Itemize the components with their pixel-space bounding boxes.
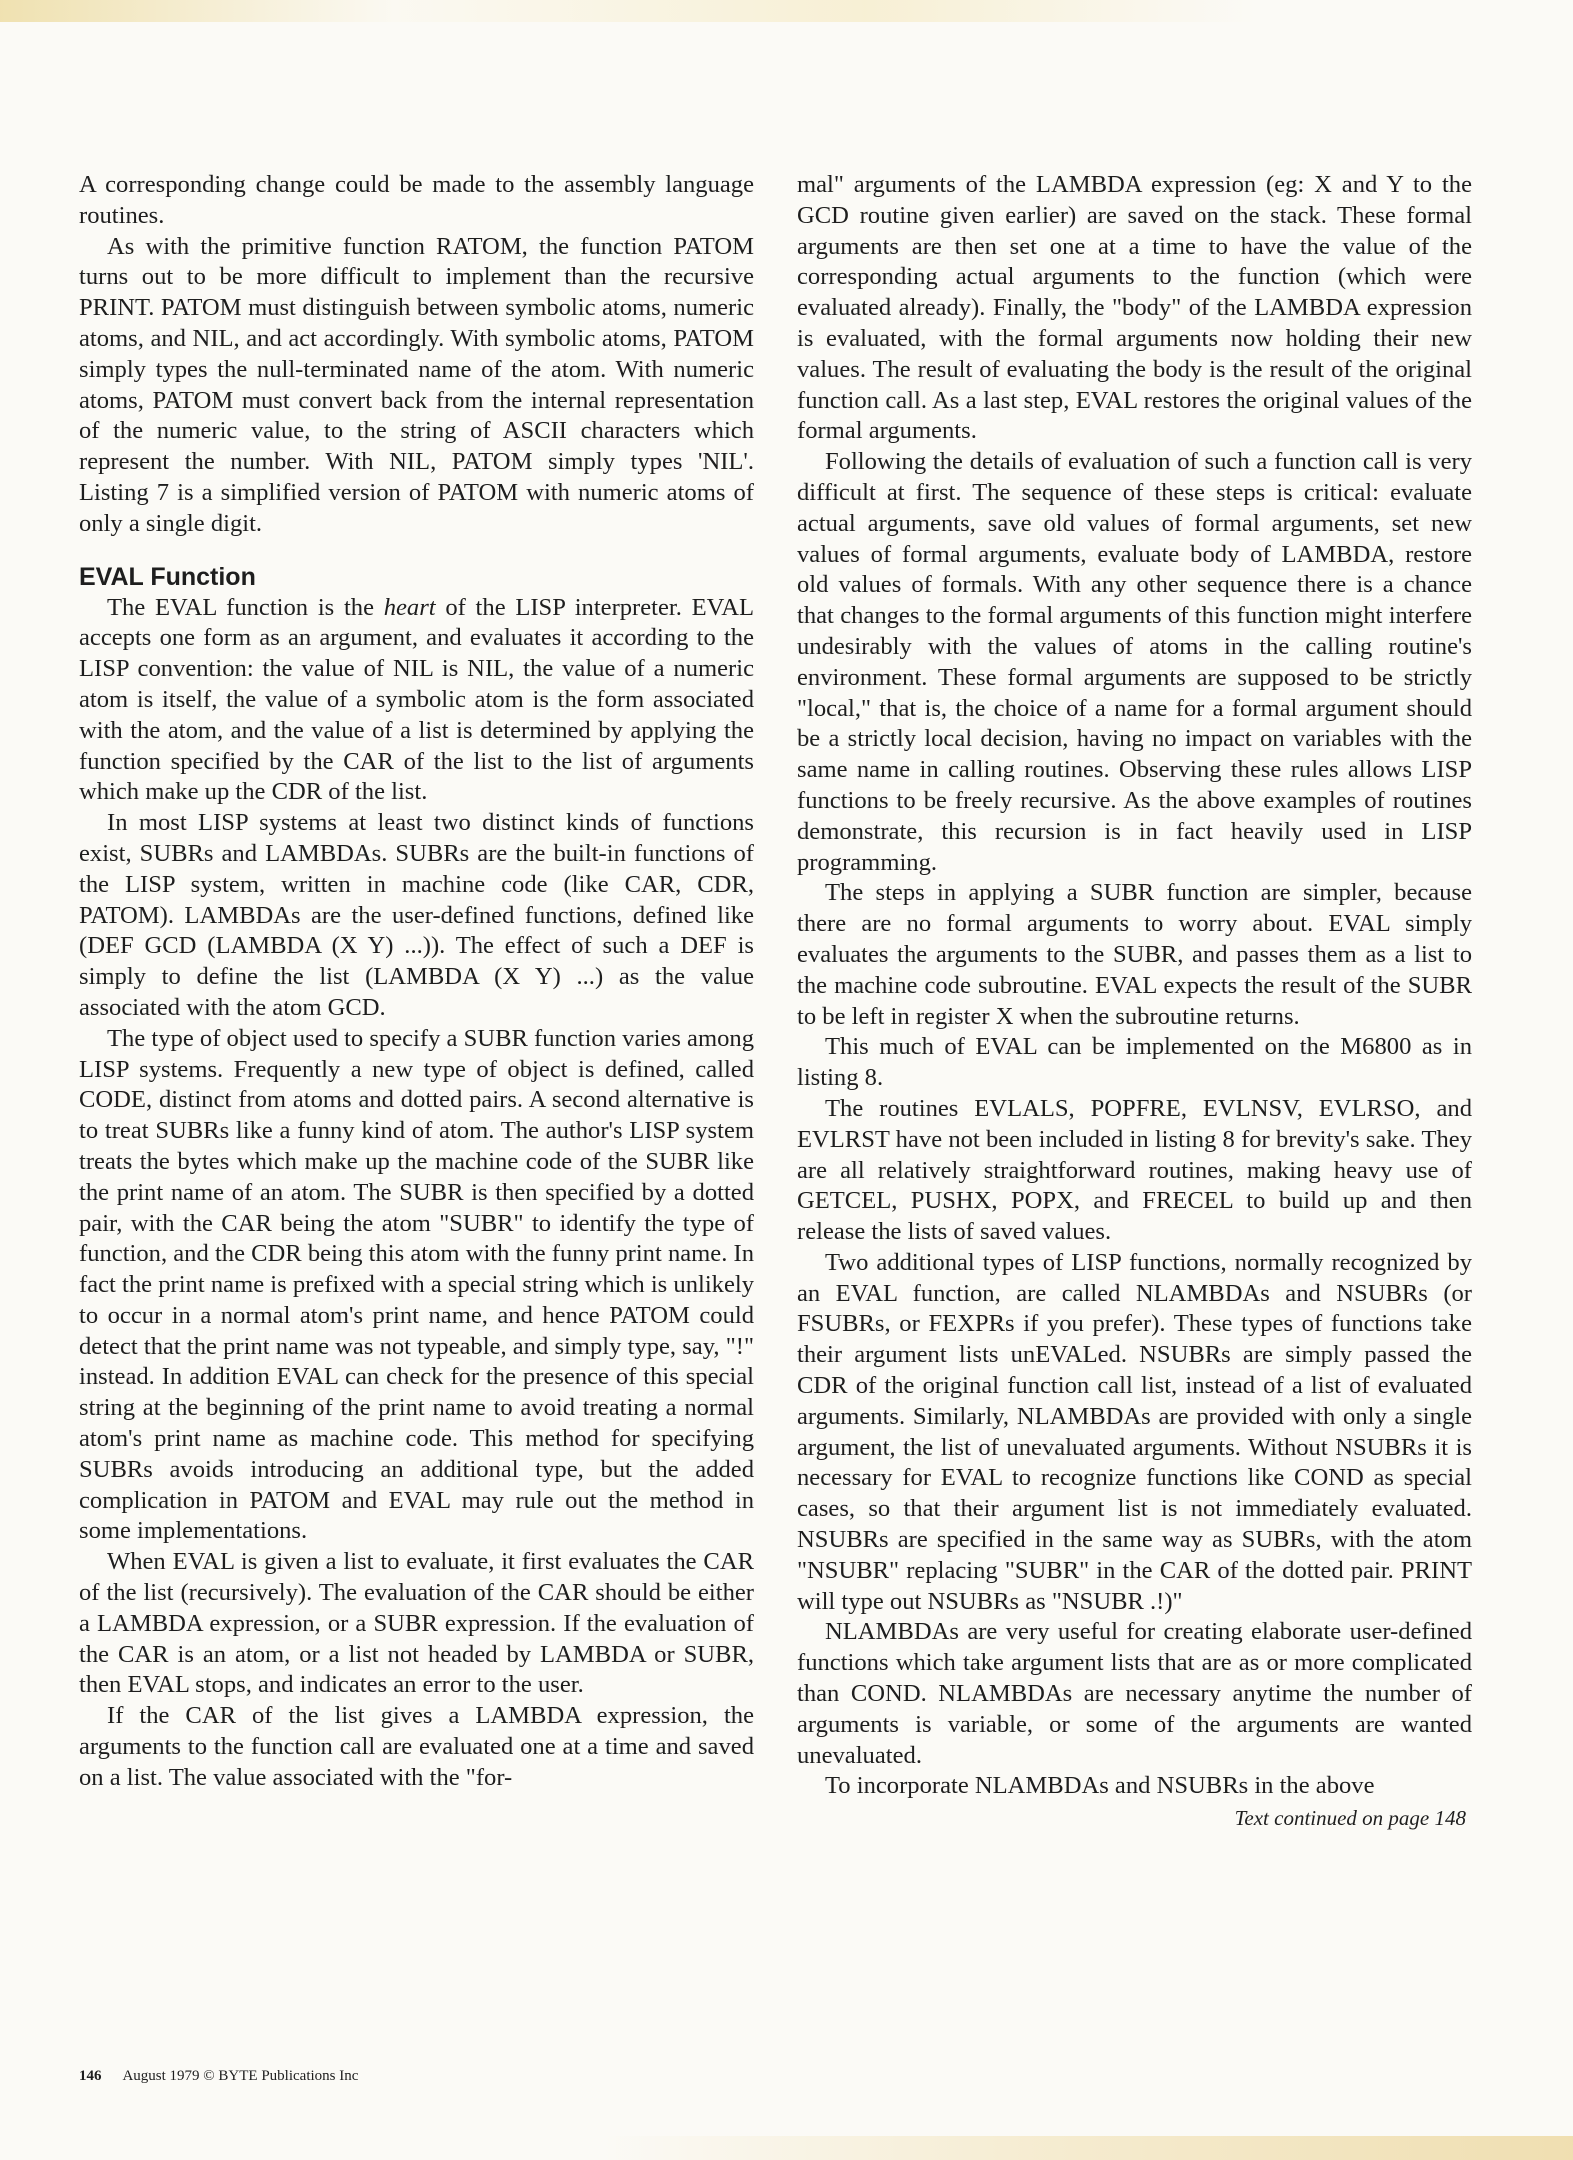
paragraph: The type of object used to specify a SUBR function varies among LISP systems. Frequently a new type of object is defined, called CODE, distinct from atoms and dotted pairs. A second alternative is to treat SUBRs like a funny kind of atom. The author's LISP system treats the bytes which make up the machine code of the SUBR like the print name of an atom. The SUBR is then specified by a dotted pair, with the CAR being the atom "SUBR" to identify the type of function, and the CDR being this atom with the funny print name. In fact the print name is prefixed with a special string which is unlikely to occur in a normal atom's print name, and hence PATOM could detect that the print name was not typeable, and simply type, say, "!" instead. In addition EVAL can check for the presence of this special string at the beginning of the print name to avoid treating a normal atom's print name as machine code. This method for specifying SUBRs avoids introducing an additional type, but the added complication in PATOM and EVAL may rule out the method in some implementations.	[79, 1024, 754, 1545]
right-column	[797, 170, 1472, 1832]
issue-line: August 1979 © BYTE Publications Inc	[122, 2068, 359, 2084]
paragraph: Two additional types of LISP functions, normally recognized by an EVAL function, are called NLAMBDAs and NSUBRs (or FSUBRs, or FEXPRs if you prefer). These types of functions take their argument lists unEVALed. NSUBRs are simply passed the CDR of the original function call list, instead of a list of evaluated arguments. Similarly, NLAMBDAs are provided with only a single argument, the list of unevaluated arguments. Without NSUBRs it is necessary for EVAL to recognize functions like COND as special cases, so that their argument list is not immediately evaluated. NSUBRs are specified in the same way as SUBRs, with the atom "NSUBR" replacing "SUBR" in the CAR of the dotted pair. PRINT will type out NSUBRs as "NSUBR .!)"	[797, 1248, 1472, 1615]
paragraph: If the CAR of the list gives a LAMBDA expression, the arguments to the function call are evaluated one at a time and saved on a list. The value associated with the "for-	[79, 1702, 754, 1791]
paragraph: The steps in applying a SUBR function are simpler, because there are no formal arguments to worry about. EVAL simply evaluates the arguments to the SUBR, and passes them as a list to the machine code subroutine. EVAL expects the result of the SUBR to be left in register X when the subroutine returns.	[797, 879, 1472, 1030]
paragraph: As with the primitive function RATOM, the function PATOM turns out to be more difficult to implement than the recursive PRINT. PATOM must distinguish between symbolic atoms, numeric atoms, and NIL, and act accordingly. With symbolic atoms, PATOM simply types the null-terminated name of the atom. With numeric atoms, PATOM must convert back from the internal representation of the numeric value, to the string of ASCII characters which represent the number. With NIL, PATOM simply types 'NIL'. Listing 7 is a simplified version of PATOM with numeric atoms of only a single digit.	[79, 232, 754, 537]
section-heading: EVAL Function	[79, 562, 256, 591]
paragraph: In most LISP systems at least two distinct kinds of functions exist, SUBRs and LAMBDAs. SUBRs are the built-in functions of the LISP system, written in machine code (like CAR, CDR, PATOM). LAMBDAs are the user-defined functions, defined like (DEF GCD (LAMBDA (X Y) ...)). The effect of such a DEF is simply to define the list (LAMBDA (X Y) ...) as the value associated with the atom GCD.	[79, 809, 754, 1021]
paragraph: When EVAL is given a list to evaluate, it first evaluates the CAR of the list (recursively). The evaluation of the CAR should be either a LAMBDA expression, or a SUBR expression. If the evaluation of the CAR is an atom, or a list not headed by LAMBDA or SUBR, then EVAL stops, and indicates an error to the user.	[79, 1548, 754, 1699]
page-number: 146	[79, 2068, 102, 2084]
page-footer	[79, 2068, 358, 2085]
paragraph: Following the details of evaluation of such a function call is very difficult at first. The sequence of these steps is critical: evaluate actual arguments, save old values of formal arguments, set new values of formal arguments, evaluate body of LAMBDA, restore old values of formals. With any other sequence there is a chance that changes to the formal arguments of this function might interfere undesirably with the values of atoms in the calling routine's environment. These formal arguments are supposed to be strictly "local," that is, the choice of a name for a formal argument should be a strictly local decision, having no impact on variables with the same name in calling routines. Observing these rules allows LISP functions to be freely recursive. As the above examples of routines demonstrate, this recursion is in fact heavily used in LISP programming.	[797, 448, 1472, 876]
paragraph: A corresponding change could be made to the assembly language routines.	[79, 171, 754, 229]
paragraph: This much of EVAL can be implemented on the M6800 as in listing 8.	[797, 1033, 1472, 1092]
scan-edge-bottom	[600, 2136, 1573, 2160]
paragraph: To incorporate NLAMBDAs and NSUBRs in the above	[825, 1772, 1375, 1800]
scan-edge-top	[0, 0, 1573, 22]
paragraph: mal" arguments of the LAMBDA expression (eg: X and Y to the GCD routine given earlier) are saved on the stack. These formal arguments are then set one at a time to have the value of the corresponding actual arguments to the function (which were evaluated already). Finally, the "body" of the LAMBDA expression is evaluated, with the formal arguments now holding their new values. The result of evaluating the body is the result of the original function call. As a last step, EVAL restores the original values of the formal arguments.	[797, 171, 1472, 445]
left-column	[79, 170, 754, 1794]
paragraph: The routines EVLALS, POPFRE, EVLNSV, EVLRSO, and EVLRST have not been included in listing 8 for brevity's sake. They are all relatively straightforward routines, making heavy use of GETCEL, PUSHX, POPX, and FRECEL to build up and then release the lists of saved values.	[797, 1094, 1472, 1246]
paragraph: NLAMBDAs are very useful for creating elaborate user-defined functions which take argument lists that are as or more complicated than COND. NLAMBDAs are necessary anytime the number of arguments is variable, or some of the arguments are wanted unevaluated.	[797, 1618, 1472, 1769]
continued-note: Text continued on page 148	[1234, 1806, 1466, 1831]
paragraph-text: of the LISP interpreter. EVAL accepts one form as an argument, and evaluates it according to the LISP convention: the value of NIL is NIL, the value of a numeric atom is itself, the value of a symbolic atom is the form associated with the atom, and the value of a list is determined by applying the function specified by the CAR of the list to the list of arguments which make up the CDR of the list.	[79, 593, 755, 806]
emphasis-text: heart	[383, 593, 436, 621]
paragraph-text: The EVAL function is the	[107, 593, 384, 621]
paragraph	[79, 593, 754, 809]
